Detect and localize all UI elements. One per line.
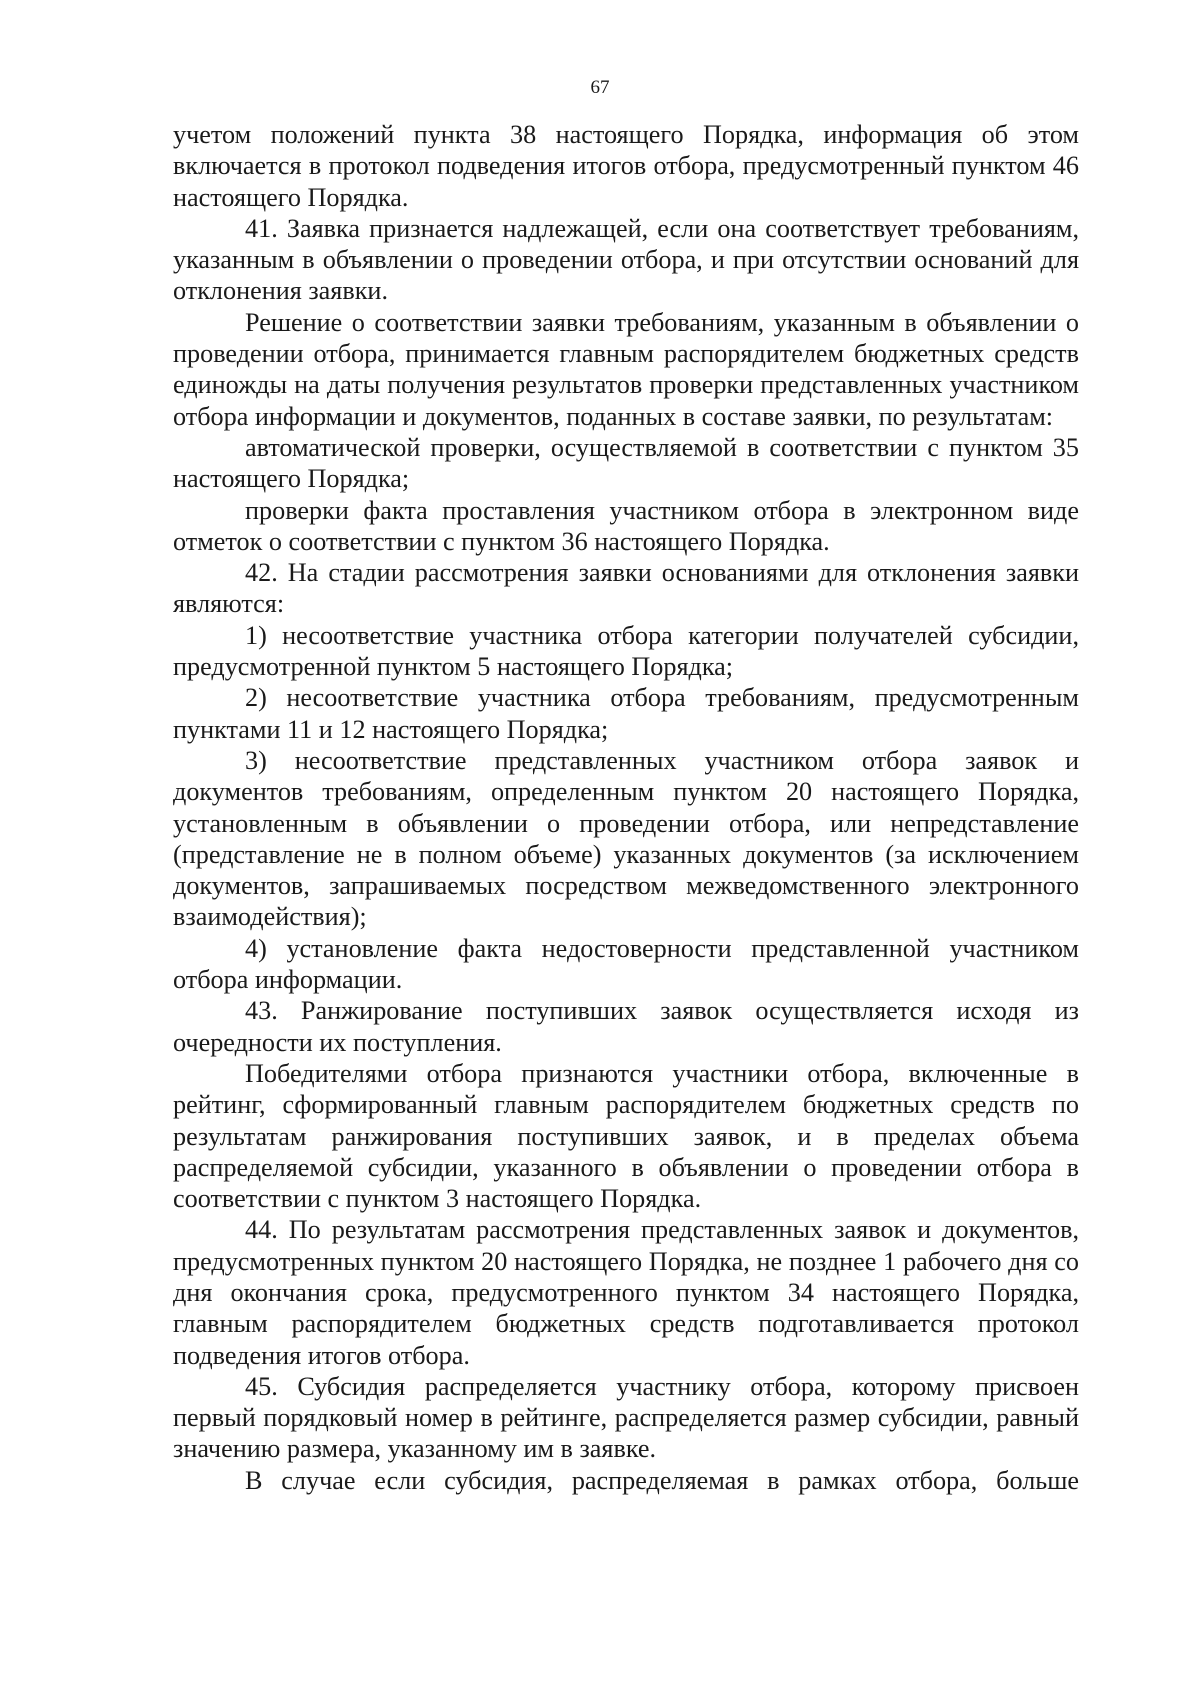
page-number: 67 — [590, 77, 610, 98]
paragraph: учетом положений пункта 38 настоящего Порядка, информация об этом включается в протокол подведения итогов отбора, предусмотренный пунктом 46 настоящего Порядка. — [173, 120, 1079, 212]
paragraph: 44. По результатам рассмотрения представленных заявок и документов, предусмотренных пунктом 20 настоящего Порядка, не позднее 1 рабочего дня со дня окончания срока, предусмотренного пунктом 34 настоящего Порядка, главным распорядителем бюджетных средств подготавливается протокол подведения итогов отбора. — [173, 1215, 1079, 1370]
paragraph: 42. На стадии рассмотрения заявки основаниями для отклонения заявки являются: — [173, 558, 1079, 619]
paragraph: 4) установление факта недостоверности представленной участником отбора информации. — [173, 933, 1079, 995]
document-body — [173, 119, 1079, 1496]
paragraph: 41. Заявка признается надлежащей, если она соответствует требованиям, указанным в объявлении о проведении отбора, и при отсутствии оснований для отклонения заявки. — [173, 213, 1079, 306]
paragraph: 43. Ранжирование поступивших заявок осуществляется исходя из очередности их поступления. — [173, 996, 1079, 1057]
paragraph: 3) несоответствие представленных участником отбора заявок и документов требованиям, определенным пунктом 20 настоящего Порядка, установленным в объявлении о проведении отбора, или непредставление (представление не в полном объеме) указанных документов (за исключением документов, запрашиваемых посредством межведомственного электронного взаимодействия); — [173, 745, 1079, 932]
paragraph: 45. Субсидия распределяется участнику отбора, которому присвоен первый порядковый номер в рейтинге, распределяется размер субсидии, равный значению размера, указанному им в заявке. — [173, 1371, 1079, 1464]
paragraph: проверки факта проставления участником отбора в электронном виде отметок о соответствии с пунктом 36 настоящего Порядка. — [173, 495, 1079, 556]
paragraph: 2) несоответствие участника отбора требованиям, предусмотренным пунктами 11 и 12 настоящего Порядка; — [173, 683, 1079, 744]
paragraph: Победителями отбора признаются участники отбора, включенные в рейтинг, сформированный главным распорядителем бюджетных средств по результатам ранжирования поступивших заявок, и в пределах объема распределяемой субсидии, указанного в объявлении о проведении отбора в соответствии с пунктом 3 настоящего Порядка. — [173, 1058, 1079, 1214]
paragraph: В случае если субсидия, распределяемая в рамках отбора, больше — [245, 1465, 1079, 1495]
paragraph: 1) несоответствие участника отбора категории получателей субсидии, предусмотренной пунктом 5 настоящего Порядка; — [173, 620, 1079, 682]
paragraph: автоматической проверки, осуществляемой в соответствии с пунктом 35 настоящего Порядка; — [173, 432, 1079, 494]
paragraph: Решение о соответствии заявки требованиям, указанным в объявлении о проведении отбора, принимается главным распорядителем бюджетных средств единожды на даты получения результатов проверки представленных участником отбора информации и документов, поданных в составе заявки, по результатам: — [173, 307, 1079, 431]
